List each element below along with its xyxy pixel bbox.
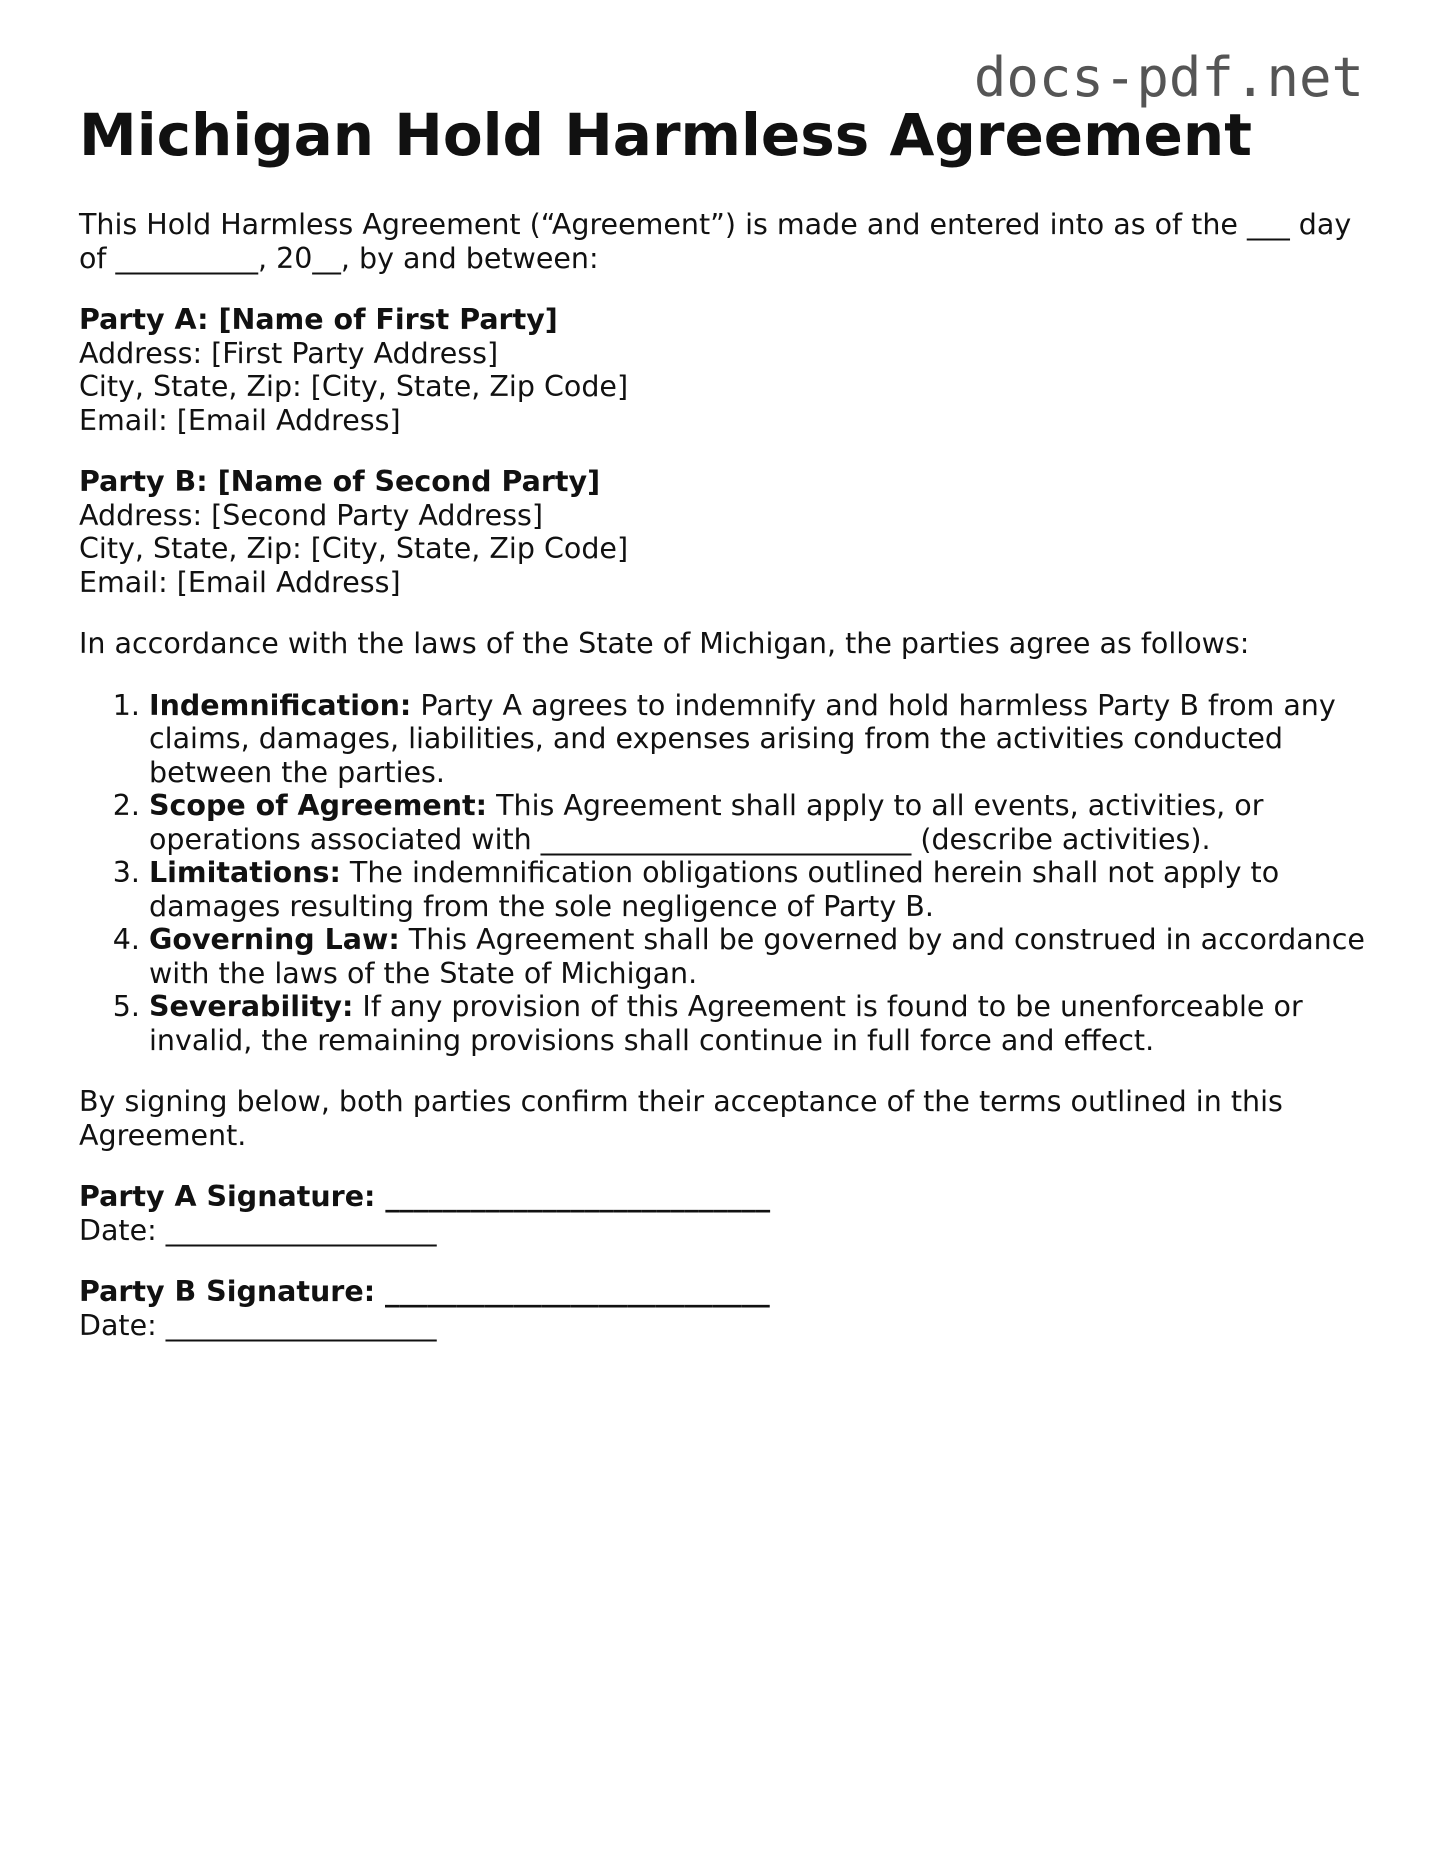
term-label: Severability: [149, 990, 354, 1023]
intro-paragraph: This Hold Harmless Agreement (“Agreement”) is made and entered into as of the ___ day of __________, 20__, by and between: [79, 208, 1352, 275]
party-a-email: Email: [Email Address] [79, 403, 401, 437]
party-b-heading: Party B: [Name of Second Party] [79, 465, 601, 498]
watermark: docs-pdf.net [973, 46, 1364, 109]
party-b-email: Email: [Email Address] [79, 565, 401, 599]
list-item [149, 923, 1369, 990]
list-item [149, 990, 1369, 1057]
signature-block-a [79, 1180, 1369, 1247]
party-a-signature-line: Party A Signature: ___________________________ [79, 1180, 771, 1213]
term-label: Governing Law: [149, 923, 400, 956]
accordance-paragraph: In accordance with the laws of the State of Michigan, the parties agree as follows: [79, 627, 1250, 660]
term-text: Party A agrees to indemnify and hold harmless Party B from any claims, damages, liabilities, and expenses arising from the activities conducted between the parties. [149, 688, 1336, 789]
page-title: Michigan Hold Harmless Agreement [79, 101, 1252, 169]
term-text: The indemnification obligations outlined herein shall not apply to damages resulting from the sole negligence of Party B. [149, 856, 1280, 923]
party-b-date-line: Date: ___________________ [79, 1308, 437, 1342]
party-b-city: City, State, Zip: [City, State, Zip Code] [79, 532, 629, 565]
party-b-signature-line: Party B Signature: ___________________________ [79, 1275, 770, 1308]
party-a-address: Address: [First Party Address] [79, 336, 499, 370]
terms-list [79, 689, 1369, 1058]
list-item [149, 689, 1369, 790]
party-a-city: City, State, Zip: [City, State, Zip Code] [79, 370, 629, 403]
party-a-date-line: Date: ___________________ [79, 1213, 437, 1247]
party-b-address: Address: [Second Party Address] [79, 498, 544, 532]
party-b-block [79, 465, 1369, 599]
term-label: Indemnification: [149, 688, 412, 722]
closing-paragraph: By signing below, both parties confirm their acceptance of the terms outlined in this Agreement. [79, 1085, 1283, 1152]
term-text: This Agreement shall apply to all events, activities, or operations associated with __________________________ (describe activities). [149, 789, 1264, 856]
party-a-block [79, 303, 1369, 437]
term-label: Scope of Agreement: [149, 789, 488, 822]
term-label: Limitations: [149, 856, 341, 889]
party-a-heading: Party A: [Name of First Party] [79, 303, 558, 336]
list-item [149, 856, 1369, 923]
signature-block-b [79, 1275, 1369, 1342]
document-page [79, 100, 1369, 1370]
list-item [149, 789, 1369, 856]
term-text: This Agreement shall be governed by and construed in accordance with the laws of the State of Michigan. [149, 923, 1365, 990]
term-text: If any provision of this Agreement is found to be unenforceable or invalid, the remaining provisions shall continue in full force and effect. [149, 990, 1303, 1057]
